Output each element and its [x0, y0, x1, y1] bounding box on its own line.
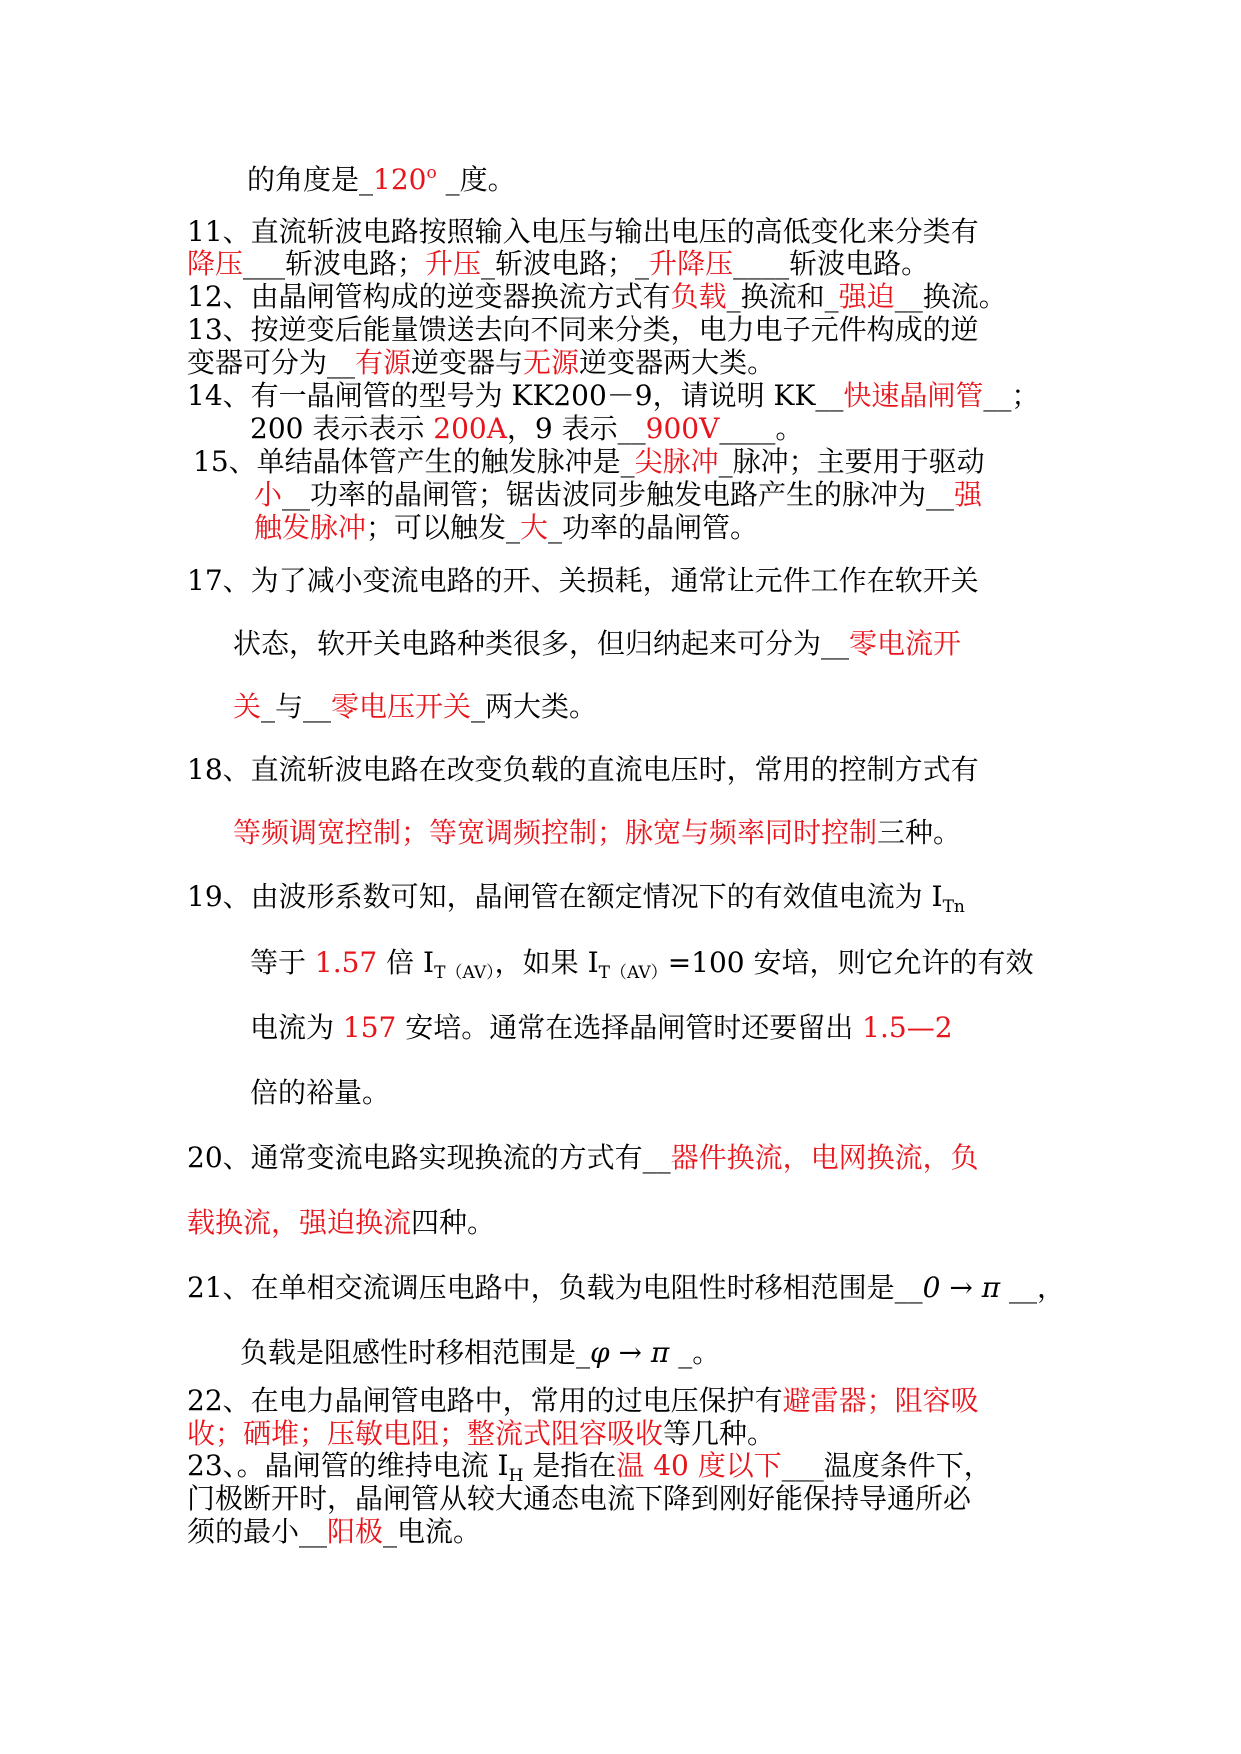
line-q21-a [187, 1271, 1065, 1305]
line-q13-b [187, 346, 775, 380]
question-text: 倍 I [377, 946, 435, 979]
answer-text: 零电压开关 [331, 690, 472, 723]
answer-text: 阳极 [327, 1515, 384, 1548]
question-text: 等于 [250, 946, 315, 979]
math-expression: 0 → π [922, 1271, 1001, 1304]
question-text: _换流和_ [726, 280, 839, 313]
line-q14-b [250, 412, 803, 446]
question-text: 逆变器两大类。 [579, 346, 776, 379]
line-q15-a [193, 445, 985, 479]
question-text: 200 表示表示 [250, 412, 434, 445]
answer-text: 触发脉冲 [254, 511, 367, 544]
question-text: 17、为了减小变流电路的开、关损耗，通常让元件工作在软开关 [187, 564, 979, 597]
question-text: 四种。 [411, 1206, 496, 1239]
question-text: 等几种。 [663, 1417, 776, 1450]
question-text: T（AV） [434, 963, 495, 983]
question-text: _电流。 [383, 1515, 482, 1548]
line-q19-a [187, 880, 965, 917]
answer-text: 强迫 [838, 280, 895, 313]
question-text: __； [983, 379, 1040, 412]
question-text: _功率的晶闸管。 [548, 511, 759, 544]
answer-text: 200A [433, 412, 507, 445]
answer-text: 1.5—2 [862, 1011, 953, 1044]
line-q22-a [187, 1384, 979, 1418]
line-q17-c [233, 690, 597, 724]
question-text: ；可以触发_ [366, 511, 521, 544]
question-text: _与__ [261, 690, 332, 723]
question-text: ____斩波电路。 [733, 247, 930, 280]
line-q11-a [187, 215, 979, 249]
question-text: 安培。通常在选择晶闸管时还要留出 [396, 1011, 863, 1044]
line-q23-c [187, 1515, 481, 1549]
question-text: H [508, 1466, 524, 1486]
line-q18-a [187, 753, 979, 787]
question-text: 19、由波形系数可知，晶闸管在额定情况下的有效值电流为 I [187, 880, 943, 913]
line-q19-c [250, 1011, 953, 1045]
question-text: 倍的裕量。 [250, 1076, 391, 1109]
question-text: __功率的晶闸管；锯齿波同步触发电路产生的脉冲为__ [282, 478, 955, 511]
question-text: _两大类。 [471, 690, 598, 723]
question-text: 的角度是_ [247, 163, 374, 196]
answer-text: 避雷器；阻容吸 [782, 1384, 979, 1417]
answer-text: 收；硒堆；压敏电阻；整流式阻容吸收 [187, 1417, 664, 1450]
question-text: 14、有一晶闸管的型号为 KK200－9，请说明 KK__ [187, 379, 844, 412]
question-text: 18、直流斩波电路在改变负载的直流电压时，常用的控制方式有 [187, 753, 979, 786]
line-q17-a [187, 564, 979, 598]
question-text: 21、在单相交流调压电路中，负载为电阻性时移相范围是__ [187, 1271, 923, 1304]
answer-text: 升压 [425, 247, 482, 280]
math-expression: φ → π [590, 1336, 670, 1369]
question-text: _度。 [436, 163, 516, 196]
line-q19-d [250, 1076, 390, 1110]
question-text: 三种。 [877, 816, 962, 849]
question-text: T（AV） [598, 963, 668, 983]
question-text: ____。 [719, 412, 804, 445]
question-text: 门极断开时，晶闸管从较大通态电流下降到刚好能保持导通所必 [187, 1482, 972, 1515]
answer-text: 关 [233, 690, 262, 723]
line-q20-b [187, 1206, 495, 1240]
answer-text: 有源 [355, 346, 412, 379]
question-text: __， [1000, 1271, 1066, 1304]
question-text: 13、按逆变后能量馈送去向不同来分类，电力电子元件构成的逆 [187, 313, 979, 346]
line-q11-b [187, 247, 929, 281]
line-q15-b [254, 478, 982, 512]
question-text: 23、。晶闸管的维持电流 I [187, 1449, 509, 1482]
question-text: 负载是阻感性时移相范围是_ [240, 1336, 591, 1369]
question-text: ，9 表示__ [506, 412, 646, 445]
line-q22-b [187, 1417, 775, 1451]
line-q21-b [240, 1336, 720, 1370]
question-text: _斩波电路；_ [481, 247, 650, 280]
answer-text: 强 [954, 478, 983, 511]
question-text: Tn [942, 897, 965, 917]
question-text: 逆变器与 [411, 346, 524, 379]
question-text: __换流。 [894, 280, 1007, 313]
question-text: 状态，软开关电路种类很多，但归纳起来可分为__ [233, 627, 850, 660]
line-q17-b [233, 627, 961, 661]
answer-text: 零电流开 [849, 627, 962, 660]
answer-text: 升降压 [649, 247, 734, 280]
line-q20-a [187, 1141, 979, 1175]
answer-text: 载换流，强迫换流 [187, 1206, 412, 1239]
question-text: 22、在电力晶闸管电路中，常用的过电压保护有 [187, 1384, 783, 1417]
question-text: 20、通常变流电路实现换流的方式有__ [187, 1141, 671, 1174]
answer-text: 温 40 度以下 [616, 1449, 782, 1482]
answer-text: 尖脉冲 [634, 445, 719, 478]
question-text: ，如果 I [494, 946, 599, 979]
line-q14-a [187, 379, 1039, 413]
question-text: =100 安培，则它允许的有效 [667, 946, 1034, 979]
question-text: ___温度条件下， [781, 1449, 992, 1482]
line-q23-b [187, 1482, 971, 1516]
answer-text: o [426, 163, 437, 183]
question-text: 12、由晶闸管构成的逆变器换流方式有 [187, 280, 671, 313]
line-q23-a [187, 1449, 992, 1486]
line-q13-a [187, 313, 979, 347]
answer-text: 120 [373, 163, 427, 196]
question-text: ___斩波电路； [243, 247, 426, 280]
answer-text: 无源 [523, 346, 580, 379]
line-q18-b [233, 816, 961, 850]
answer-text: 降压 [187, 247, 244, 280]
question-text: 变器可分为__ [187, 346, 356, 379]
question-text: 15、单结晶体管产生的触发脉冲是_ [193, 445, 635, 478]
question-text: _。 [669, 1336, 721, 1369]
question-text: 须的最小__ [187, 1515, 328, 1548]
question-text: _脉冲；主要用于驱动 [718, 445, 985, 478]
line-q15-c [254, 511, 758, 545]
answer-text: 157 [342, 1011, 397, 1044]
question-text: 11、直流斩波电路按照输入电压与输出电压的高低变化来分类有 [187, 215, 979, 248]
answer-text: 小 [254, 478, 283, 511]
answer-text: 大 [520, 511, 549, 544]
line-q19-b [250, 946, 1034, 983]
answer-text: 1.57 [314, 946, 378, 979]
line-q12 [187, 280, 1007, 314]
line-q10-end [247, 163, 516, 197]
answer-text: 900V [645, 412, 720, 445]
answer-text: 器件换流，电网换流，负 [670, 1141, 979, 1174]
question-text: 电流为 [250, 1011, 343, 1044]
answer-text: 快速晶闸管 [843, 379, 984, 412]
question-text: 是指在 [523, 1449, 617, 1482]
answer-text: 负载 [670, 280, 727, 313]
answer-text: 等频调宽控制；等宽调频控制；脉宽与频率同时控制 [233, 816, 878, 849]
